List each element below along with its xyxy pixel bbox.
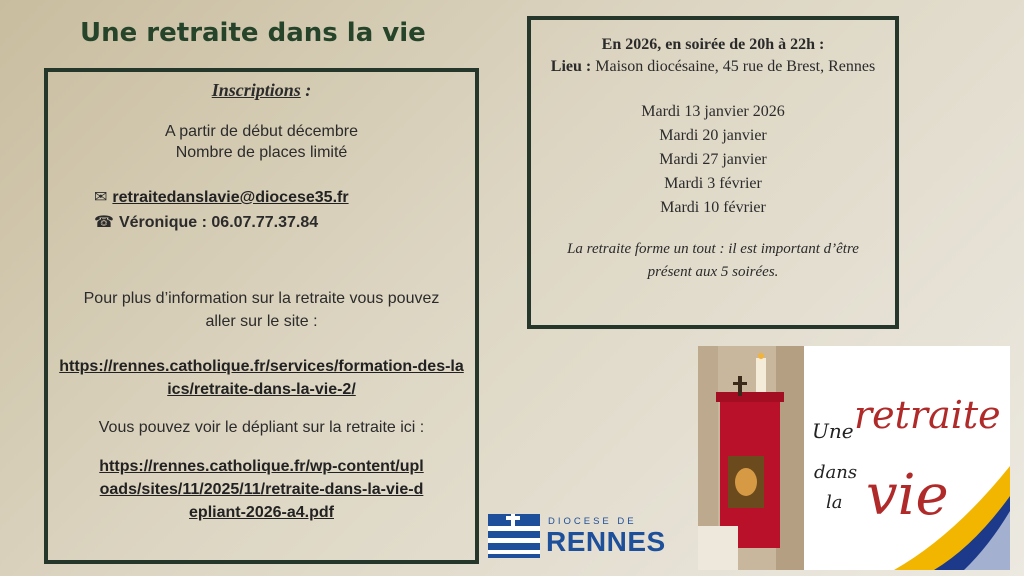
phone-row xyxy=(94,210,475,235)
logo-title: RENNES xyxy=(546,526,666,557)
inscriptions-panel xyxy=(44,68,479,564)
envelope-icon: ✉ xyxy=(94,189,108,206)
date-item: Mardi 10 février xyxy=(660,199,766,216)
telephone-icon: ☎ xyxy=(94,214,114,231)
phone-text: Véronique : 06.07.77.37.84 xyxy=(118,214,319,231)
schedule-panel xyxy=(527,16,899,329)
schedule-header: En 2026, en soirée de 20h à 22h : xyxy=(601,36,825,53)
flag-icon xyxy=(488,514,540,558)
brand-vie: vie xyxy=(866,463,949,528)
date-item: Mardi 3 février xyxy=(664,175,762,192)
location-text: Lieu : Maison diocésaine, 45 rue de Brest, Rennes xyxy=(550,58,876,75)
page-title: Une retraite dans la vie xyxy=(80,18,426,48)
depliant-text: Vous pouvez voir le dépliant sur la retraite ici : xyxy=(98,419,425,436)
attendance-note: La retraite forme un tout : il est important d’être présent aux 5 soirées. xyxy=(567,241,859,280)
brand-dans: dans xyxy=(814,462,858,483)
inscriptions-heading: Inscriptions : xyxy=(211,80,312,100)
email-row xyxy=(94,185,475,210)
start-date-text: A partir de début décembre xyxy=(164,123,358,140)
site-link[interactable]: https://rennes.catholique.fr/services/formation-des-laics/retraite-dans-la-vie-2/ xyxy=(59,358,464,398)
date-list xyxy=(531,100,895,220)
altar-photo xyxy=(698,346,804,570)
date-item: Mardi 20 janvier xyxy=(659,127,767,144)
logo-subtitle: DIOCESE DE xyxy=(548,516,637,527)
places-limited-text: Nombre de places limité xyxy=(175,144,348,161)
retreat-brand-image xyxy=(804,346,1010,570)
date-item: Mardi 13 janvier 2026 xyxy=(641,103,785,120)
info-text: Pour plus d’information sur la retraite vous pouvez aller sur le site : xyxy=(83,290,440,330)
brand-retraite: retraite xyxy=(854,393,1001,437)
brand-une: Une xyxy=(812,419,854,443)
diocese-logo xyxy=(488,512,668,558)
date-item: Mardi 27 janvier xyxy=(659,151,767,168)
email-link[interactable]: retraitedanslavie@diocese35.fr xyxy=(112,189,349,206)
brand-la: la xyxy=(826,492,843,513)
depliant-link[interactable]: https://rennes.catholique.fr/wp-content/uploads/sites/11/2025/11/retraite-dans-la-vie-depliant-2026-a4.pdf xyxy=(99,458,424,521)
